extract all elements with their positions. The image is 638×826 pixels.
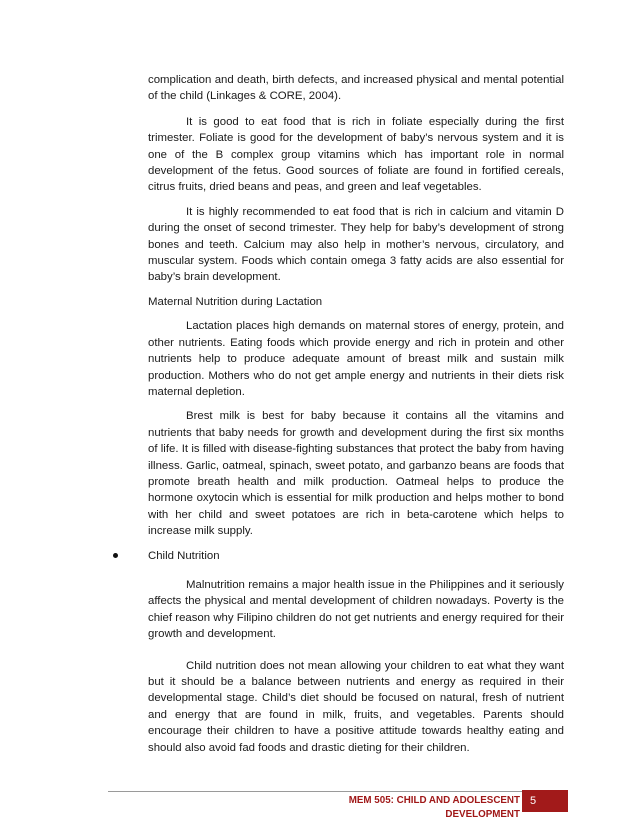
paragraph-malnutrition: Malnutrition remains a major health issue in the Philippines and it seriously affects the physical and mental development of children nowadays. Poverty is the chief reason why Filipino children do not get nutrients and energy required for their growth and development. xyxy=(148,578,564,641)
bullet-item-child-nutrition xyxy=(148,548,564,564)
paragraph-foliate: It is good to eat food that is rich in foliate especially during the first trimester. Foliate is good for the development of baby’s nervous system and it is one of the B complex group vitamins which has important role in normal development of the fetus. Good sources of foliate are found in fortified cereals, citrus fruits, dried beans and peas, and green and leaf vegetables. xyxy=(148,115,564,194)
footer-page-number: 5 xyxy=(522,790,568,812)
section-heading-lactation: Maternal Nutrition during Lactation xyxy=(148,295,323,308)
footer-course-title: MEM 505: CHILD AND ADOLESCENT DEVELOPMENT xyxy=(348,795,520,820)
paragraph-complication: complication and death, birth defects, and increased physical and mental potential of the child (Linkages & CORE, 2004). xyxy=(148,74,564,103)
paragraph-calcium: It is highly recommended to eat food that is rich in calcium and vitamin D during the onset of second trimester. They help for baby’s development of strong bones and teeth. Calcium may also help in mother’s nervous, circulatory, and muscular system. Foods which contain omega 3 fatty acids are also essential for baby’s brain development. xyxy=(148,205,564,284)
footer-divider xyxy=(108,791,568,792)
paragraph-child-diet: Child nutrition does not mean allowing your children to eat what they want but it should be a balance between nutrients and energy as required in their developmental stage. Child’s diet should be focused on natural, fresh of nutrient and energy that are found in milk, fruits, and vegetables. Parents should encourage their children to have a positive attitude towards healthy eating and should also avoid fad foods and drastic dieting for their children. xyxy=(148,659,564,754)
bullet-label: Child Nutrition xyxy=(148,549,220,562)
paragraph-breast-milk: Brest milk is best for baby because it contains all the vitamins and nutrients that baby needs for growth and development during the first six months of life. It is filled with disease-fighting substances that protect the baby from having illness. Garlic, oatmeal, spinach, sweet potato, and garbanzo beans are foods that promote breath health and milk production. Oatmeal helps to produce the hormone oxytocin which is essential for milk production and helps mother to bond with her child and sweet potatoes are rich in beta-carotene which helps to increase milk supply. xyxy=(148,410,564,538)
paragraph-lactation: Lactation places high demands on maternal stores of energy, protein, and other nutrients. Eating foods which provide energy and rich in protein and other nutrients help to produce adequate amount of breast milk and sustain milk production. Mothers who do not get ample energy and nutrients in their diets risk maternal depletion. xyxy=(148,320,564,398)
bullet-icon xyxy=(113,553,118,558)
document-body xyxy=(148,72,564,764)
